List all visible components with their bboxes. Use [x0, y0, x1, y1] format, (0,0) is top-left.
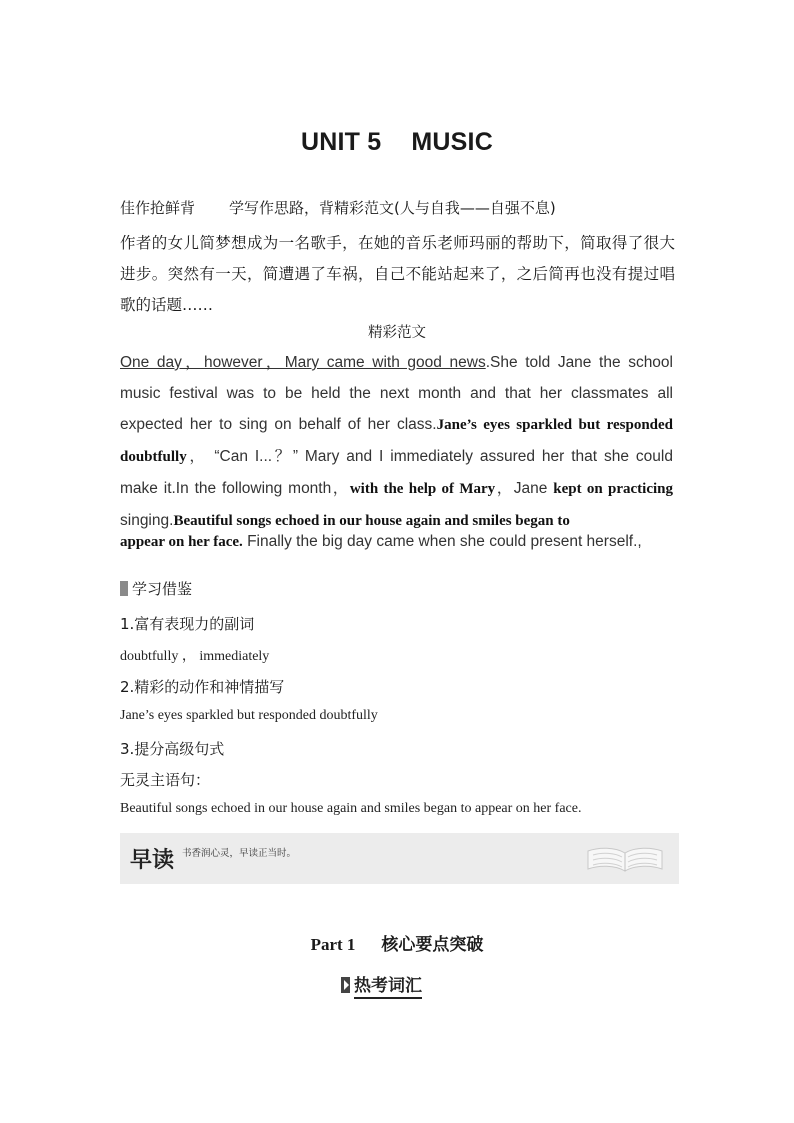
essay-text-5: Finally the big day came when she could present herself.,: [242, 533, 642, 550]
learning-item-example: Beautiful songs echoed in our house again and smiles began to appear on her face.: [120, 801, 582, 816]
unit-topic: MUSIC: [411, 128, 493, 156]
hot-vocab-heading: [341, 971, 422, 996]
intro-label: 佳作抢鲜背: [120, 199, 196, 217]
essay-bold-1: Jane’s eyes sparkled but responded doubtfully: [120, 417, 673, 465]
essay-bold-5: appear on her face.: [120, 534, 243, 550]
learning-item-title: 3.提分高级句式: [120, 740, 225, 758]
unit-label: UNIT 5: [301, 128, 382, 156]
learning-heading-text: 学习借鉴: [132, 580, 193, 598]
intro-subtitle: 学写作思路，背精彩范文(人与自我——自强不息): [229, 199, 556, 217]
part-title: 核心要点突破: [381, 935, 484, 955]
section-marker-icon: [120, 581, 128, 596]
page-title: [0, 128, 794, 157]
essay-tail: [120, 533, 642, 551]
learning-item-example: Jane’s eyes sparkled but responded doubtfully: [120, 708, 378, 723]
essay-bold-2: with the help of Mary: [349, 481, 496, 497]
essay-body: [120, 347, 673, 537]
part-number: Part 1: [310, 935, 356, 954]
hot-vocab-label: 热考词汇: [354, 976, 422, 999]
essay-text-2: ， “Can I...？” Mary and I immediately assured her that she could make it.In the following month，: [120, 448, 673, 497]
intro-header: [120, 197, 556, 218]
essay-text-1: .She told Jane the school music festival was to be held the next month and that her classmates all expected her to sing on behalf of her class.: [120, 354, 673, 433]
play-marker-icon: [341, 977, 350, 993]
part-heading: [0, 930, 794, 955]
essay-bold-4: Beautiful songs echoed in our house again and smiles began to: [173, 513, 570, 529]
essay-heading: 精彩范文: [368, 325, 426, 341]
morning-reading-banner: [120, 833, 679, 884]
open-book-icon: [585, 841, 665, 875]
intro-summary: 作者的女儿简梦想成为一名歌手，在她的音乐老师玛丽的帮助下，简取得了很大进步。突然有一天，简遭遇了车祸，自己不能站起来了，之后简再也没有提过唱歌的话题……: [120, 234, 675, 314]
essay-text-4: singing.: [120, 512, 174, 529]
essay-underlined: One day，however，Mary came with good news: [120, 354, 486, 371]
banner-slogan: 书香润心灵，早读正当时。: [182, 848, 297, 859]
learning-heading: [120, 578, 192, 599]
learning-item-subtitle: 无灵主语句：: [120, 771, 211, 789]
learning-item-example: doubtfully ， immediately: [120, 649, 270, 664]
learning-item-title: 2.精彩的动作和神情描写: [120, 678, 285, 696]
essay-text-3: ，Jane: [495, 480, 554, 497]
learning-item-title: 1.富有表现力的副词: [120, 615, 255, 633]
essay-bold-3: kept on practicing: [553, 481, 673, 497]
banner-title: 早读: [130, 848, 175, 873]
